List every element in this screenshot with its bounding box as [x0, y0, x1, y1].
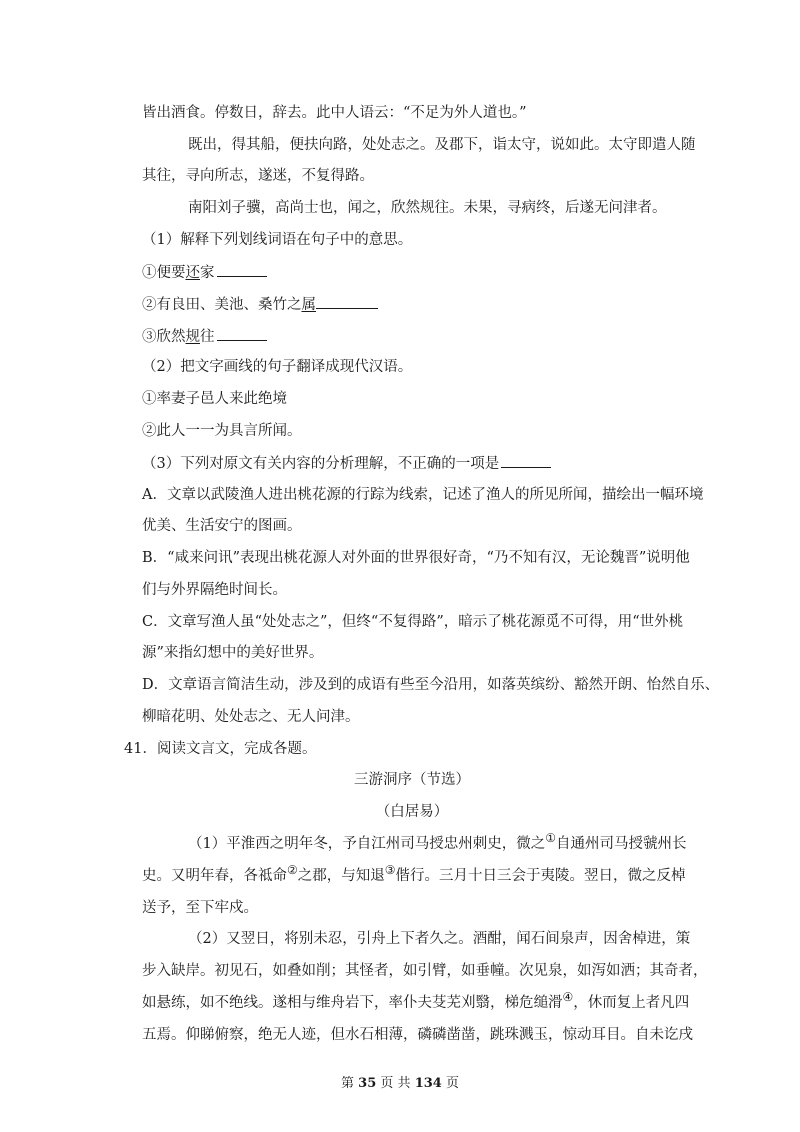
q41-title: 三游洞序（节选） — [354, 772, 470, 788]
q41-p1-line-2 — [142, 863, 686, 885]
q1-item-1-word: 还 — [185, 265, 200, 281]
q41-p1-line-2-b: 之郡，与知退 — [297, 868, 385, 884]
q1-item-1-pre: ①便要 — [142, 265, 186, 281]
q41-p1-line-2-a: 史。又明年春，各祗命 — [142, 868, 287, 884]
q1-item-2-word: 属 — [301, 297, 316, 313]
q41-p1-line-1-a: （1）平淮西之明年冬，予自江州司马授忠州刺史，微之 — [188, 836, 546, 852]
q1-item-3 — [142, 327, 682, 346]
q41-p1-line-2-c: 偕行。三月十日三会于夷陵。翌日，微之反棹 — [395, 868, 686, 884]
q41-author: （白居易） — [375, 804, 449, 820]
q41-p2-line-3 — [142, 990, 690, 1012]
q3-option-d-line-1: D．文章语言简洁生动，涉及到的成语有些至今沿用，如落英缤纷、豁然开朗、怡然自乐、 — [142, 677, 720, 693]
passage-line-3: 其往，寻向所志，遂迷，不复得路。 — [142, 168, 374, 184]
page-footer — [0, 1076, 800, 1092]
q3-option-c-line-2: 源”来指幻想中的美好世界。 — [142, 645, 324, 661]
answer-blank — [501, 454, 551, 468]
q3-option-a-line-2: 优美、生活安宁的图画。 — [142, 518, 302, 534]
q1-item-3-word: 规 — [185, 329, 200, 345]
q2-item-1: ①率妻子邑人来此绝境 — [142, 391, 287, 407]
q1-item-3-post: 往 — [200, 329, 215, 345]
q3-option-b-line-1: B．“咸来问讯”表现出桃花源人对外面的世界很好奇，“乃不知有汉，无论魏晋”说明他 — [142, 550, 690, 566]
q41-heading: 41．阅读文言文，完成各题。 — [124, 741, 317, 757]
q3-option-a-line-1: A．文章以武陵渔人进出桃花源的行踪为线索，记述了渔人的所见所闻，描绘出一幅环境 — [142, 487, 704, 503]
q1-item-2 — [142, 295, 682, 314]
q41-p2-line-2: 步入缺岸。初见石，如叠如削；其怪者，如引臂，如垂幢。次见泉，如泻如洒；其奇者， — [142, 963, 708, 979]
footnote-1: ① — [545, 831, 556, 846]
q3-option-c-line-1: C．文章写渔人虽“处处志之”，但终“不复得路”，暗示了桃花源觅不可得，用“世外桃 — [142, 614, 684, 630]
q3-stem — [142, 454, 682, 473]
footer-current-page: 35 — [358, 1076, 377, 1091]
q41-p2-line-3-a: 如悬练，如不绝线。遂相与维舟岩下，率仆夫芟芜刈翳，梯危缒滑 — [142, 995, 563, 1011]
footnote-2: ② — [287, 863, 298, 878]
q1-item-1 — [142, 263, 682, 282]
q1-stem: （1）解释下列划线词语在句子中的意思。 — [142, 232, 413, 248]
q2-stem: （2）把文字画线的句子翻译成现代汉语。 — [142, 359, 413, 375]
q41-p2-line-3-b: ，休而复上者凡四 — [573, 995, 690, 1011]
footer-pre: 第 — [341, 1076, 355, 1091]
q41-p1-line-1-b: 自通州司马授虢州长 — [556, 836, 687, 852]
answer-blank — [316, 295, 378, 309]
q41-p1-line-1 — [188, 831, 687, 853]
passage-line-4: 南阳刘子骥，高尚士也，闻之，欣然规往。未果，寻病终，后遂无问津者。 — [188, 200, 667, 216]
q41-p2-line-1: （2）又翌日，将别未忍，引舟上下者久之。酒酣，闻石间泉声，因舍棹进，策 — [188, 931, 691, 947]
passage-line-1: 皆出酒食。停数日，辞去。此中人语云：“不足为外人道也。” — [142, 105, 527, 121]
answer-blank — [217, 263, 267, 277]
q1-item-2-pre: ②有良田、美池、桑竹之 — [142, 297, 302, 313]
footer-post: 页 — [445, 1076, 459, 1091]
footer-mid: 页 共 — [380, 1076, 411, 1091]
footnote-3: ③ — [384, 863, 396, 878]
q41-p2-line-4: 五焉。仰睇俯察，绝无人迹，但水石相薄，磷磷凿凿，跳珠溅玉，惊动耳目。自未讫戌 — [142, 1027, 693, 1043]
q1-item-3-pre: ③欣然 — [142, 329, 186, 345]
q1-item-1-post: 家 — [200, 265, 215, 281]
q3-option-b-line-2: 们与外界隔绝时间长。 — [142, 582, 287, 598]
q2-item-2: ②此人一一为具言所闻。 — [142, 423, 302, 439]
footnote-4: ④ — [562, 990, 574, 1005]
footer-total-pages: 134 — [414, 1076, 442, 1091]
q3-option-d-line-2: 柳暗花明、处处志之、无人问津。 — [142, 709, 360, 725]
passage-line-2: 既出，得其船，便扶向路，处处志之。及郡下，诣太守，说如此。太守即遣人随 — [188, 137, 696, 153]
answer-blank — [217, 327, 267, 341]
q41-p1-line-3: 送予，至下牢戍。 — [142, 900, 258, 916]
q3-stem-text: （3）下列对原文有关内容的分析理解，不正确的一项是 — [142, 456, 500, 472]
